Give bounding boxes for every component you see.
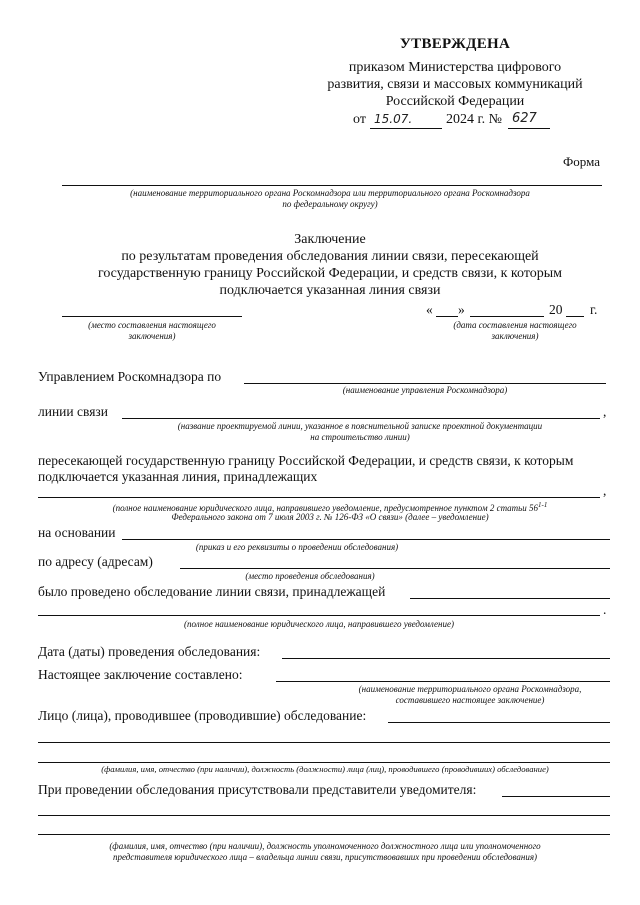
dates-line[interactable]: [282, 658, 610, 659]
address-label: по адресу (адресам): [38, 554, 153, 569]
place-hint-1: (место составления настоящего: [88, 320, 216, 330]
present-line-1[interactable]: [502, 796, 610, 797]
person-line-2[interactable]: [38, 742, 610, 743]
approval-year-number: 2024 г. №: [446, 112, 503, 127]
survey-period: .: [603, 602, 607, 617]
line-hint-2: на строительство линии): [310, 432, 410, 442]
doc-title-line-4: подключается указанная линия связи: [219, 283, 441, 298]
address-line[interactable]: [180, 568, 610, 569]
basis-label: на основании: [38, 525, 116, 540]
entity-hint-sup: 1-1: [538, 501, 548, 509]
entity-comma: ,: [603, 483, 607, 498]
department-hint: (наименование управления Роскомнадзора): [342, 385, 508, 395]
survey-owner-line[interactable]: [410, 598, 610, 599]
date-year-line[interactable]: [566, 316, 584, 317]
entity-line[interactable]: [38, 497, 600, 498]
person-label: Лицо (лица), проводившее (проводившие) обследование:: [38, 708, 367, 723]
approval-date-handwritten: 15.07.: [374, 112, 413, 126]
basis-hint: (приказ и его реквизиты о проведении обследования): [195, 542, 399, 552]
present-hint-2: представителя юридического лица – владельца линии связи, присутствовавших при проведении обследования): [112, 852, 538, 862]
approval-from: от: [353, 112, 366, 127]
date-open-quote: «: [426, 302, 433, 317]
present-label: При проведении обследования присутствовали представители уведомителя:: [38, 782, 477, 797]
date-close-quote: »: [458, 302, 465, 317]
line-label: линии связи: [38, 404, 108, 419]
composed-line[interactable]: [276, 681, 610, 682]
composed-label: Настоящее заключение составлено:: [38, 667, 243, 682]
crossing-text-1: пересекающей государственную границу Российской Федерации, и средств связи, к которым: [38, 453, 574, 468]
date-month-line[interactable]: [470, 316, 544, 317]
doc-title-line-2: по результатам проведения обследования линии связи, пересекающей: [121, 249, 539, 264]
present-hint-1: (фамилия, имя, отчество (при наличии), должность уполномоченного должностного лица или уполномоченного: [109, 841, 541, 851]
crossing-text-2: подключается указанная линия, принадлежащих: [38, 469, 318, 484]
doc-title: Заключение: [294, 232, 366, 247]
present-line-3[interactable]: [38, 834, 610, 835]
person-line-3[interactable]: [38, 762, 610, 763]
date-suffix: г.: [590, 302, 598, 317]
department-line[interactable]: [244, 383, 606, 384]
authority-name-line: [62, 185, 602, 186]
place-line[interactable]: [62, 316, 242, 317]
basis-line[interactable]: [122, 539, 610, 540]
line-hint-1: (название проектируемой линии, указанное в пояснительной записке проектной документации: [177, 421, 543, 431]
entity-hint-1-text: (полное наименование юридического лица, направившего уведомление, предусмотренное пунктом 2 статьи 56: [112, 503, 539, 513]
address-hint: (место проведения обследования): [245, 571, 375, 581]
dates-label: Дата (даты) проведения обследования:: [38, 644, 261, 659]
department-label: Управлением Роскомнадзора по: [38, 369, 222, 384]
place-hint-2: заключения): [128, 331, 176, 341]
survey-hint: (полное наименование юридического лица, направившего уведомление): [184, 619, 454, 629]
present-line-2[interactable]: [38, 815, 610, 816]
approval-title: УТВЕРЖДЕНА: [399, 36, 511, 52]
composed-hint-2: составившего настоящее заключение): [395, 695, 545, 705]
approval-number-handwritten: 627: [512, 111, 537, 126]
date-hint-2: заключения): [491, 331, 539, 341]
date-day-line[interactable]: [436, 316, 458, 317]
entity-hint-2: Федерального закона от 7 июля 2003 г. № 126-ФЗ «О связи» (далее – уведомление): [171, 512, 489, 522]
form-label: Форма: [563, 154, 600, 169]
approval-line-1: приказом Министерства цифрового: [348, 60, 562, 75]
doc-title-line-3: государственную границу Российской Федерации, и средств связи, к которым: [97, 266, 563, 281]
survey-text: было проведено обследование линии связи, принадлежащей: [38, 584, 386, 599]
composed-hint-1: (наименование территориального органа Роскомнадзора,: [358, 684, 582, 694]
date-hint-1: (дата составления настоящего: [453, 320, 577, 330]
approval-line-2: развития, связи и массовых коммуникаций: [327, 77, 583, 92]
person-line-1[interactable]: [388, 722, 610, 723]
approval-number-line: [508, 128, 550, 129]
date-century: 20: [549, 302, 563, 317]
approval-line-3: Российской Федерации: [385, 94, 525, 109]
person-hint: (фамилия, имя, отчество (при наличии), должность (должности) лица (лиц), проводившего (проводивших) обследование): [101, 764, 549, 774]
line-comma: ,: [603, 404, 607, 419]
survey-owner-line-2[interactable]: [38, 615, 600, 616]
authority-hint-2: по федеральному округу): [282, 199, 378, 209]
authority-hint-1: (наименование территориального органа Роскомнадзора или территориального органа Роскомнадзора: [130, 188, 530, 198]
line-name-line[interactable]: [122, 418, 600, 419]
approval-date-line: [370, 128, 442, 129]
